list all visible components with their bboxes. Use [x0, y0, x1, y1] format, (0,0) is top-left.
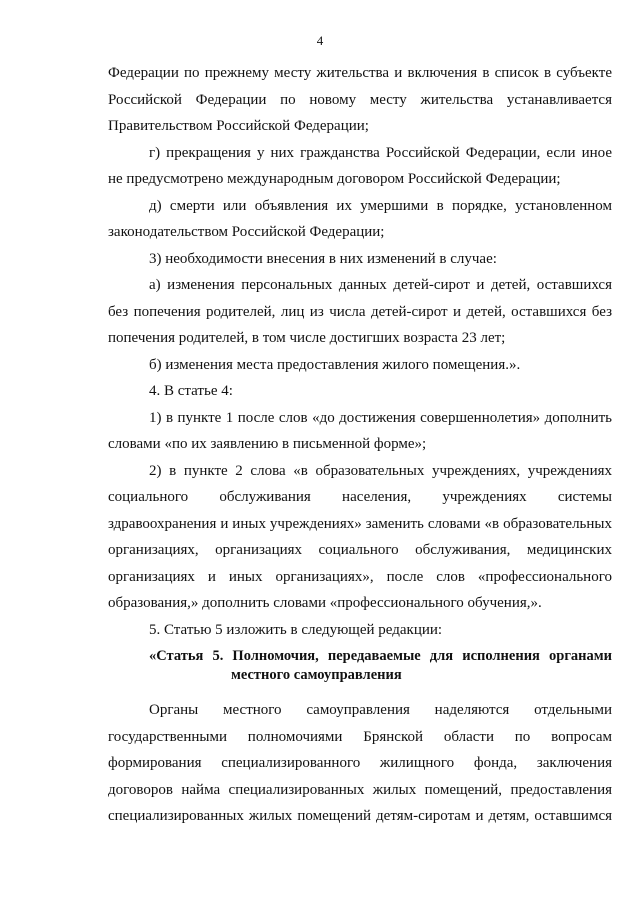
- article-heading-line2: местного самоуправления: [231, 667, 402, 683]
- paragraph-item-g: г) прекращения у них гражданства Российской Федерации, если иное не предусмотрено международным договором Российской Федерации;: [108, 144, 612, 187]
- paragraph-continuation: Федерации по прежнему месту жительства и включения в список в субъекте Российской Федерации по новому месту жительства устанавливается Правительством Российской Федерации;: [108, 65, 612, 134]
- paragraph-item-3: 3) необходимости внесения в них изменений в случае:: [149, 250, 497, 267]
- paragraph-item-b: б) изменения места предоставления жилого помещения.».: [149, 356, 521, 373]
- page-number: 4: [316, 33, 324, 48]
- paragraph-point-2: 2) в пункте 2 слова «в образовательных учреждениях, учреждениях социального обслуживания населения, учреждениях системы здравоохранения и иных учреждениях» заменить словами «в образовательных организациях, организациях социального обслуживания, медицинских организациях и иных организациях», после слов «профессионального образования,» дополнить словами «профессионального обучения,».: [108, 462, 612, 611]
- paragraph-item-d: д) смерти или объявления их умершими в порядке, установленном законодательством Российской Федерации;: [108, 197, 612, 240]
- paragraph-point-1: 1) в пункте 1 после слов «до достижения совершеннолетия» дополнить словами «по их заявлению в письменной форме»;: [108, 409, 612, 452]
- article-heading-line1: «Статья 5. Полномочия, передаваемые для исполнения органами: [149, 648, 612, 664]
- paragraph-item-a: а) изменения персональных данных детей-сирот и детей, оставшихся без попечения родителей, лиц из числа детей-сирот и детей, оставшихся без попечения родителей, в том числе достигших возраста 23 лет;: [108, 277, 612, 346]
- document-body: [108, 60, 612, 830]
- article-heading: [108, 647, 612, 685]
- paragraph-article-5-body: Органы местного самоуправления наделяются отдельными государственными полномочиями Брянской области по вопросам формирования специализированного жилищного фонда, заключения договоров найма специализированных жилых помещений, предоставления специализированных жилых помещений детям-сиротам и детям, оставшимся: [108, 702, 612, 824]
- paragraph-section-4: 4. В статье 4:: [149, 383, 233, 399]
- paragraph-section-5: 5. Статью 5 изложить в следующей редакции:: [149, 621, 443, 638]
